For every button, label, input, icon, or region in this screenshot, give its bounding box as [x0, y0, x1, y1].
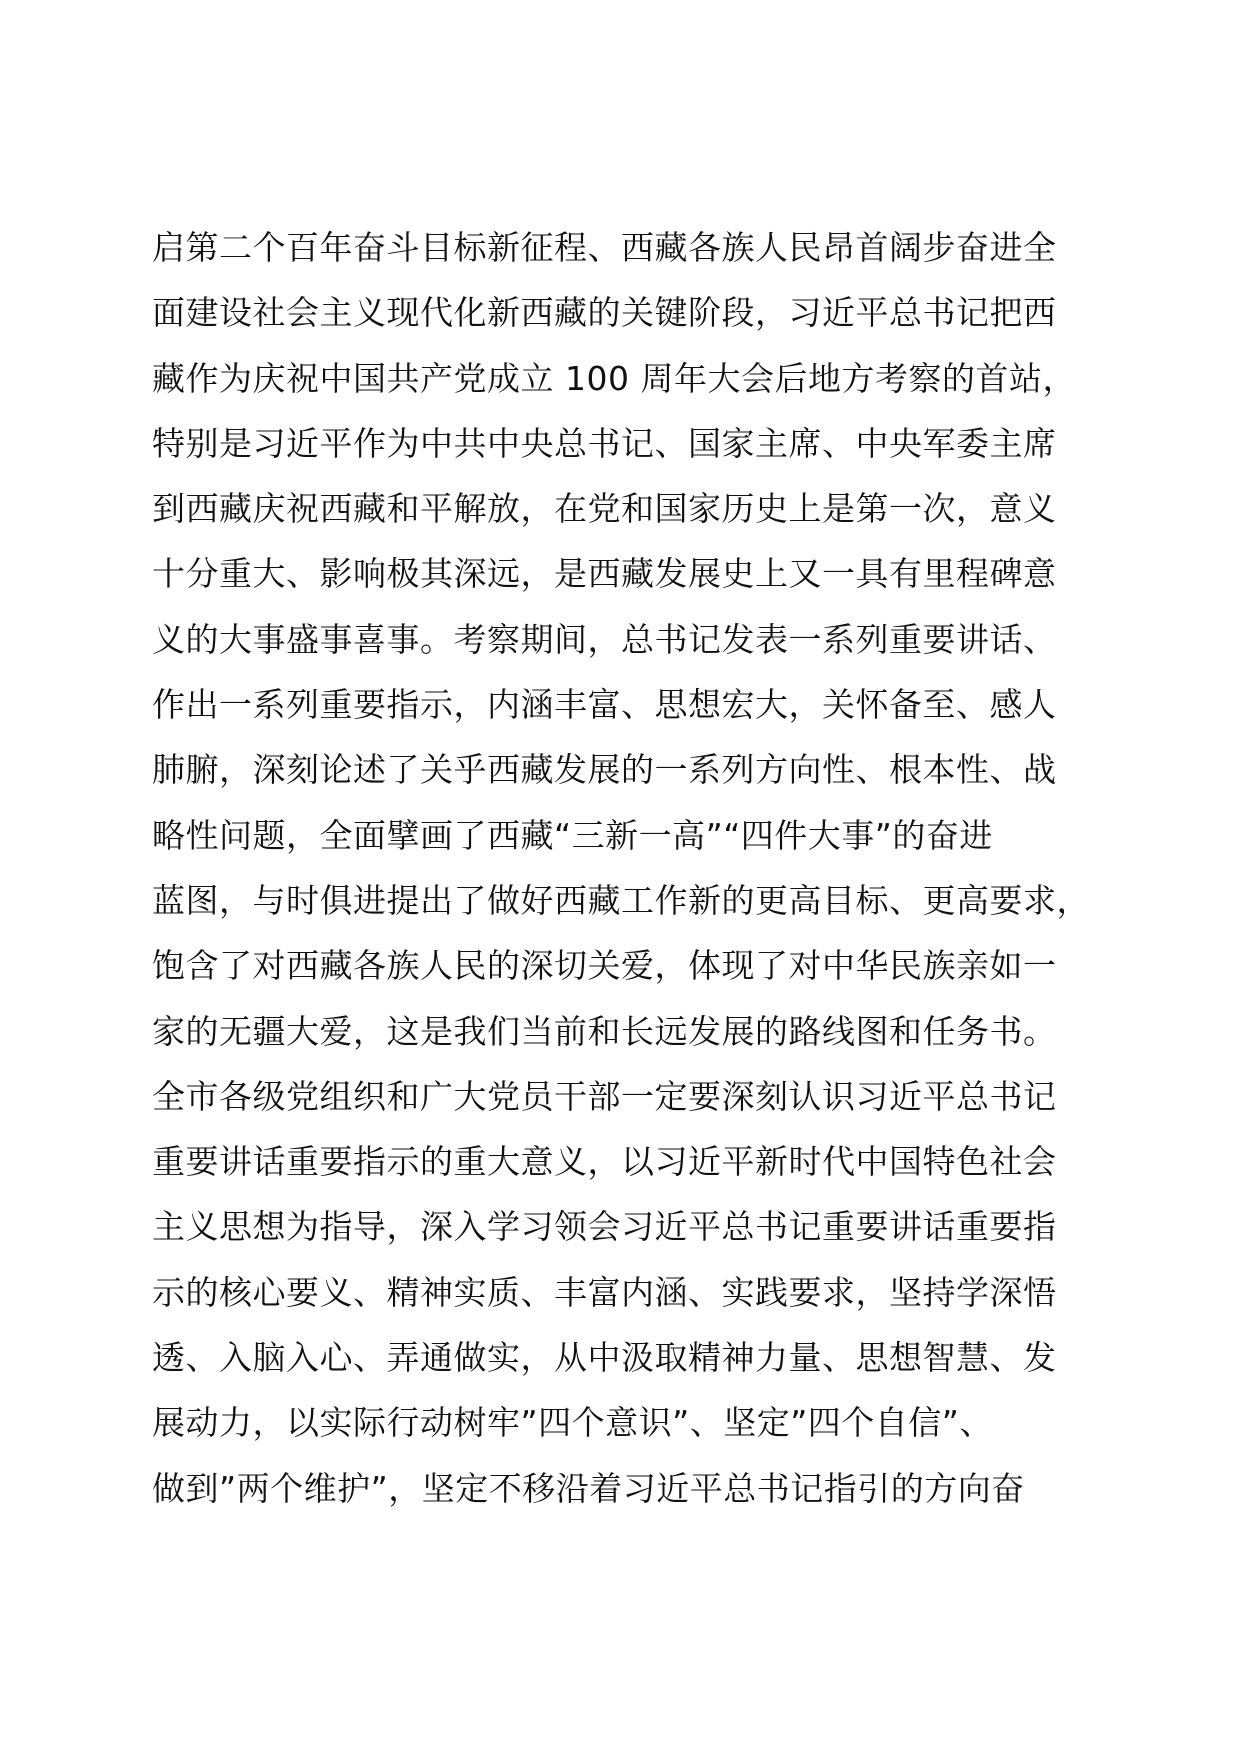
text-line: 义的大事盛事喜事。考察期间，总书记发表一系列重要讲话、: [152, 619, 1057, 659]
text-line: 面建设社会主义现代化新西藏的关键阶段，习近平总书记把西: [152, 293, 1057, 333]
text-line: 到西藏庆祝西藏和平解放，在党和国家历史上是第一次，意义: [152, 489, 1057, 529]
text-line: 展动力，以实际行动树牢”四个意识”、坚定”四个自信”、: [152, 1403, 993, 1443]
text-line: 示的核心要义、精神实质、丰富内涵、实践要求，坚持学深悟: [152, 1272, 1057, 1312]
text-line: 全市各级党组织和广大党员干部一定要深刻认识习近平总书记: [152, 1076, 1057, 1116]
text-line: 启第二个百年奋斗目标新征程、西藏各族人民昂首阔步奋进全: [152, 228, 1057, 267]
text-line: 十分重大、影响极其深远，是西藏发展史上又一具有里程碑意: [152, 554, 1057, 594]
text-line: 家的无疆大爱，这是我们当前和长远发展的路线图和任务书。: [152, 1011, 1057, 1051]
text-line: 做到”两个维护”，坚定不移沿着习近平总书记指引的方向奋: [152, 1468, 1025, 1508]
text-line: 特别是习近平作为中共中央总书记、国家主席、中央军委主席: [152, 423, 1057, 463]
text-line: 重要讲话重要指示的重大意义，以习近平新时代中国特色社会: [152, 1142, 1057, 1182]
text-line: 主义思想为指导，深入学习领会习近平总书记重要讲话重要指: [152, 1207, 1057, 1247]
text-line: 肺腑，深刻论述了关乎西藏发展的一系列方向性、根本性、战: [152, 750, 1057, 790]
text-line: 作出一系列重要指示，内涵丰富、思想宏大，关怀备至、感人: [152, 685, 1057, 725]
text-line: 蓝图，与时俱进提出了做好西藏工作新的更高目标、更高要求，: [152, 880, 1090, 920]
text-line: 藏作为庆祝中国共产党成立 100 周年大会后地方考察的首站，: [152, 358, 1076, 398]
text-line: 透、入脑入心、弄通做实，从中汲取精神力量、思想智慧、发: [152, 1338, 1057, 1378]
text-line: 略性问题，全面擘画了西藏“三新一高”“四件大事”的奋进: [152, 815, 993, 855]
body-paragraph: [152, 215, 1112, 1521]
text-line: 饱含了对西藏各族人民的深切关爱，体现了对中华民族亲如一: [152, 946, 1057, 986]
